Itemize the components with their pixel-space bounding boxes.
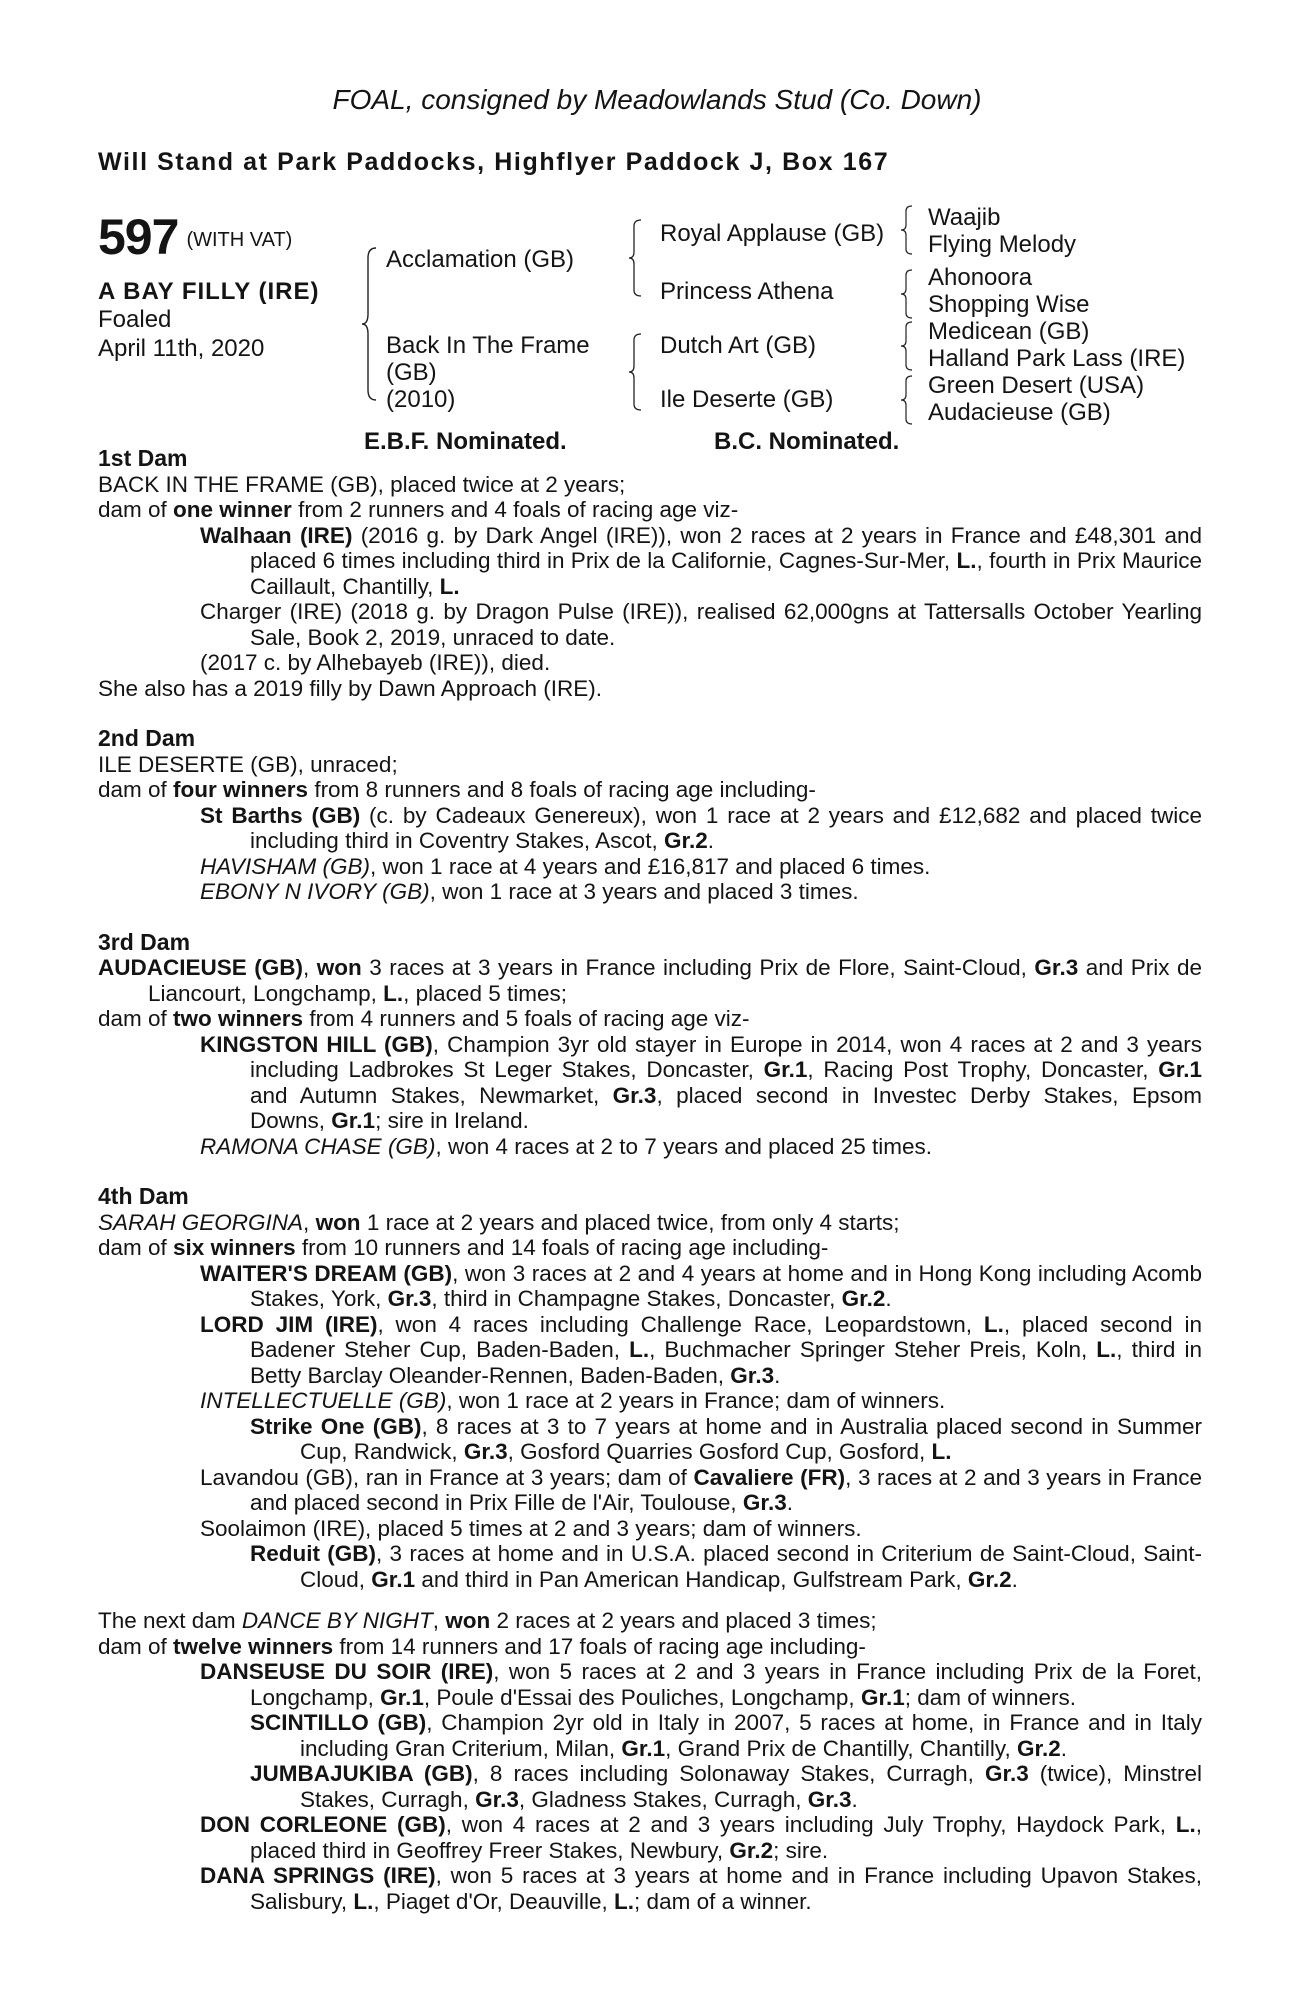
fourth-dam-summary: SARAH GEORGINA, won 1 race at 2 years and placed twice, from only 4 starts; (98, 1209, 900, 1235)
bc-nomination: B.C. Nominated. (714, 428, 900, 455)
first-dam-heading: 1st Dam (98, 445, 188, 471)
next-dam-produce-summary: dam of twelve winners from 14 runners and 17 foals of racing age including- (98, 1633, 866, 1659)
gen3-ancestor: Shopping Wise (928, 291, 1090, 318)
gen3-ancestor: Waajib (928, 204, 1001, 231)
consignment-line: FOAL, consigned by Meadowlands Stud (Co. Down) (332, 84, 982, 115)
dam-sire: Dutch Art (GB) (660, 332, 817, 359)
gen3-ancestor: Medicean (GB) (928, 318, 1090, 345)
lot-name: A BAY FILLY (IRE) (98, 278, 320, 305)
produce-entry: St Barths (GB) (c. by Cadeaux Genereux), won 1 race at 2 years and £12,682 and placed twice including third in Coventry Stakes, Ascot, Gr.2. (200, 802, 1202, 853)
produce-entry: Charger (IRE) (2018 g. by Dragon Pulse (IRE)), realised 62,000gns at Tattersalls October Yearling Sale, Book 2, 2019, unraced to date. (200, 599, 1202, 650)
produce-entry: JUMBAJUKIBA (GB), 8 races including Solonaway Stakes, Curragh, Gr.3 (twice), Minstrel Stakes, Curragh, Gr.3, Gladness Stakes, Curragh, Gr.3. (250, 1761, 1202, 1812)
ebf-nomination: E.B.F. Nominated. (364, 428, 567, 455)
sire: Acclamation (GB) (386, 246, 575, 273)
produce-entry: Soolaimon (IRE), placed 5 times at 2 and 3 years; dam of winners. (200, 1515, 862, 1541)
dam-dam: Ile Deserte (GB) (660, 386, 834, 413)
produce-entry: Reduit (GB), 3 races at home and in U.S.A. placed second in Criterium de Saint-Cloud, Saint-Cloud, Gr.1 and third in Pan American Handicap, Gulfstream Park, Gr.2. (250, 1541, 1202, 1592)
pedigree-brace-3b (900, 268, 914, 320)
third-dam-produce-summary: dam of two winners from 4 runners and 5 foals of racing age viz- (98, 1006, 750, 1031)
lot-number: 597 (98, 209, 179, 265)
produce-entry: LORD JIM (IRE), won 4 races including Challenge Race, Leopardstown, L., placed second in Badener Steher Cup, Baden-Baden, L., Buchmacher Springer Steher Preis, Koln, L., third in Betty Barclay Oleander-Rennen, Baden-Baden, Gr.3. (200, 1311, 1203, 1388)
produce-entry: DON CORLEONE (GB), won 4 races at 2 and 3 years including July Trophy, Haydock Park, L., placed third in Geoffrey Freer Stakes, Newbury, Gr.2; sire. (200, 1812, 1202, 1863)
produce-entry: RAMONA CHASE (GB), won 4 races at 2 to 7 years and placed 25 times. (200, 1133, 932, 1159)
lot-number-block (98, 208, 292, 266)
sire-dam: Princess Athena (660, 278, 834, 305)
first-dam-produce-summary: dam of one winner from 2 runners and 4 foals of racing age viz- (98, 497, 739, 522)
gen3-ancestor: Audacieuse (GB) (928, 399, 1111, 426)
produce-entry: Walhaan (IRE) (2016 g. by Dark Angel (IRE)), won 2 races at 2 years in France and £48,301 and placed 6 times including third in Prix de la Californie, Cagnes-Sur-Mer, L., fourth in Prix Maurice Caillault, Chantilly, L. (200, 522, 1203, 599)
stand-location: Will Stand at Park Paddocks, Highflyer Paddock J, Box 167 (98, 148, 890, 176)
foaled-date: April 11th, 2020 (98, 335, 265, 362)
pedigree-brace-3d (900, 374, 914, 426)
pedigree-brace-1 (360, 246, 380, 402)
foaled-label: Foaled (98, 306, 172, 333)
second-dam-summary: ILE DESERTE (GB), unraced; (98, 751, 398, 777)
produce-note: She also has a 2019 filly by Dawn Approach (IRE). (98, 675, 603, 701)
produce-entry: Strike One (GB), 8 races at 3 to 7 years at home and in Australia placed second in Summer Cup, Randwick, Gr.3, Gosford Quarries Gosford Cup, Gosford, L. (250, 1413, 1202, 1464)
gen3-ancestor: Ahonoora (928, 264, 1033, 291)
dam-name-line3: (2010) (386, 386, 456, 413)
gen3-ancestor: Halland Park Lass (IRE) (928, 345, 1186, 372)
second-dam-produce-summary: dam of four winners from 8 runners and 8 foals of racing age including- (98, 777, 816, 802)
produce-entry: KINGSTON HILL (GB), Champion 3yr old stayer in Europe in 2014, won 4 races at 2 and 3 years including Ladbrokes St Leger Stakes, Doncaster, Gr.1, Racing Post Trophy, Doncaster, Gr.1 and Autumn Stakes, Newmarket, Gr.3, placed second in Investec Derby Stakes, Epsom Downs, Gr.1; sire in Ireland. (200, 1031, 1202, 1133)
next-dam-summary: The next dam DANCE BY NIGHT, won 2 races at 2 years and placed 3 times; (98, 1608, 877, 1633)
pedigree-brace-3a (900, 204, 914, 256)
produce-entry: SCINTILLO (GB), Champion 2yr old in Italy in 2007, 5 races at home, in France and in Italy including Gran Criterium, Milan, Gr.1, Grand Prix de Chantilly, Chantilly, Gr.2. (250, 1710, 1202, 1761)
pedigree-brace-3c (900, 320, 914, 372)
pedigree-brace-2b (628, 332, 644, 412)
dam-name-line1: Back In The Frame (386, 332, 590, 359)
dam-name-line2: (GB) (386, 359, 437, 386)
third-dam-summary: AUDACIEUSE (GB), won 3 races at 3 years in France including Prix de Flore, Saint-Cloud, Gr.3 and Prix de Liancourt, Longchamp, L., placed 5 times; (98, 955, 1202, 1006)
third-dam-heading: 3rd Dam (98, 928, 191, 955)
produce-entry: DANSEUSE DU SOIR (IRE), won 5 races at 2 and 3 years in France including Prix de la Foret, Longchamp, Gr.1, Poule d'Essai des Pouliches, Longchamp, Gr.1; dam of winners. (200, 1659, 1202, 1710)
first-dam-summary: BACK IN THE FRAME (GB), placed twice at 2 years; (98, 471, 626, 497)
produce-record (98, 446, 1202, 1914)
produce-entry: (2017 c. by Alhebayeb (IRE)), died. (200, 650, 551, 675)
sire-sire: Royal Applause (GB) (660, 220, 885, 247)
produce-entry: HAVISHAM (GB), won 1 race at 4 years and £16,817 and placed 6 times. (200, 853, 931, 879)
fourth-dam-heading: 4th Dam (98, 1183, 189, 1209)
produce-entry: WAITER'S DREAM (GB), won 3 races at 2 and 4 years at home and in Hong Kong including Acomb Stakes, York, Gr.3, third in Champagne Stakes, Doncaster, Gr.2. (200, 1260, 1202, 1311)
produce-entry: Lavandou (GB), ran in France at 3 years; dam of Cavaliere (FR), 3 races at 2 and 3 years in France and placed second in Prix Fille de l'Air, Toulouse, Gr.3. (200, 1464, 1203, 1515)
produce-entry: DANA SPRINGS (IRE), won 5 races at 3 years at home and in France including Upavon Stakes, Salisbury, L., Piaget d'Or, Deauville, L.; dam of a winner. (200, 1863, 1202, 1914)
gen3-ancestor: Flying Melody (928, 231, 1077, 258)
fourth-dam-produce-summary: dam of six winners from 10 runners and 14 foals of racing age including- (98, 1235, 829, 1260)
pedigree-brace-2a (628, 218, 644, 298)
produce-entry: EBONY N IVORY (GB), won 1 race at 3 years and placed 3 times. (200, 879, 859, 904)
gen3-ancestor: Green Desert (USA) (928, 372, 1145, 399)
vat-note: (WITH VAT) (186, 229, 293, 251)
second-dam-heading: 2nd Dam (98, 725, 196, 751)
produce-entry: INTELLECTUELLE (GB), won 1 race at 2 years in France; dam of winners. (200, 1388, 946, 1413)
